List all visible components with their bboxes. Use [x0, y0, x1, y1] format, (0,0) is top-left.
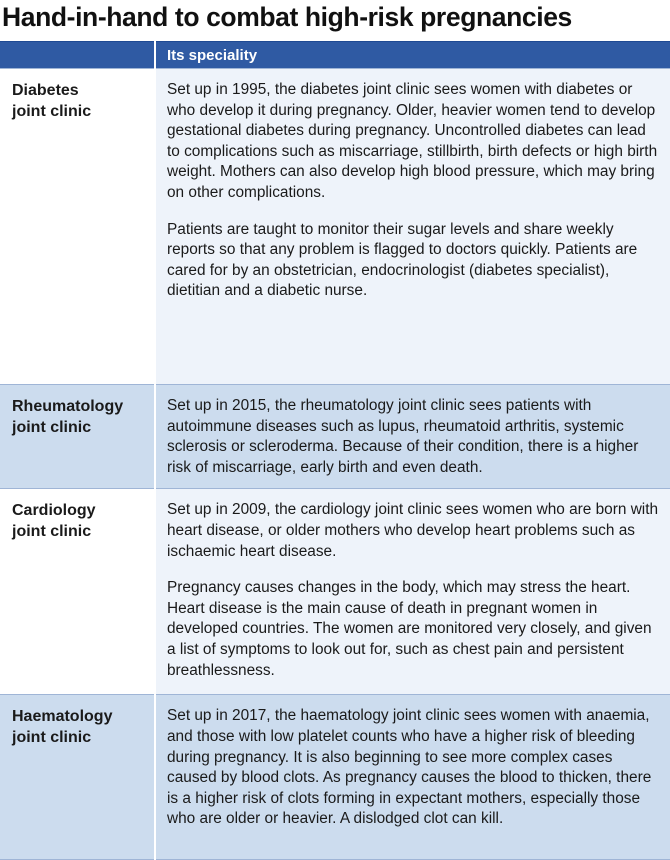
clinic-name-line1: Cardiology — [12, 502, 96, 520]
clinics-table — [0, 41, 670, 860]
clinic-name-line1: Rheumatology — [12, 398, 124, 415]
clinic-description-cardiology — [155, 489, 670, 695]
clinic-row-cardiology — [0, 489, 670, 695]
clinic-row-diabetes — [0, 69, 670, 385]
header-clinic-column — [0, 42, 155, 69]
clinic-name-haematology — [0, 695, 155, 860]
table-header-row — [0, 42, 670, 69]
clinic-name-rheumatology — [0, 385, 155, 489]
header-speciality-column: Its speciality — [155, 42, 670, 69]
clinic-name-line2: joint clinic — [12, 419, 92, 436]
clinic-name-line2: joint clinic — [12, 523, 92, 541]
clinic-name-line1: Diabetes — [12, 82, 79, 99]
clinic-paragraph: Pregnancy causes changes in the body, which may stress the heart. Heart disease is the main cause of death in pregnant women in developed countries. The women are monitored very closely, and given a list of symptoms to look out for, such as chest pain and persistent breathlessness. — [167, 579, 652, 679]
clinic-name-diabetes — [0, 69, 155, 385]
clinic-name-line2: joint clinic — [12, 729, 92, 747]
page-title: Hand-in-hand to combat high-risk pregnancies — [2, 2, 572, 32]
clinic-name-cardiology — [0, 489, 155, 695]
clinic-description-rheumatology — [155, 385, 670, 489]
clinic-paragraph: Set up in 2009, the cardiology joint clinic sees women who are born with heart disease, or older mothers who develop heart problems such as ischaemic heart disease. — [167, 501, 659, 560]
clinic-description-diabetes — [155, 69, 670, 385]
clinic-name-line2: joint clinic — [12, 103, 92, 120]
clinic-description-haematology — [155, 695, 670, 860]
clinic-name-line1: Haematology — [12, 708, 113, 726]
clinic-row-haematology — [0, 695, 670, 860]
clinic-paragraph: Set up in 2017, the haematology joint clinic sees women with anaemia, and those with low platelet counts who have a higher risk of bleeding during pregnancy. It is also beginning to see more complex cases caused by blood clots. As pregnancy causes the blood to thicken, there is a higher risk of clots forming in expectant mothers, especially those who are older or heavier. A dislodged clot can kill. — [167, 707, 652, 828]
clinic-paragraph: Set up in 1995, the diabetes joint clinic sees women with diabetes or who develop it during pregnancy. Older, heavier women tend to develop gestational diabetes during pregnancy. Uncontrolled diabetes can lead to complications such as miscarriage, stillbirth, birth defects or high birth weight. Mothers can also develop high blood pressure, which may bring on other complications. — [167, 81, 658, 201]
clinic-row-rheumatology — [0, 385, 670, 489]
clinic-paragraph: Set up in 2015, the rheumatology joint clinic sees patients with autoimmune diseases such as lupus, rheumatoid arthritis, systemic sclerosis or scleroderma. Because of their condition, there is a higher risk of miscarriage, early birth and even death. — [167, 397, 639, 476]
clinic-paragraph: Patients are taught to monitor their sugar levels and share weekly reports so that any problem is flagged to doctors quickly. Patients are cared for by an obstetrician, endocrinologist (diabetes specialist), dietitian and a diabetic nurse. — [167, 220, 638, 300]
